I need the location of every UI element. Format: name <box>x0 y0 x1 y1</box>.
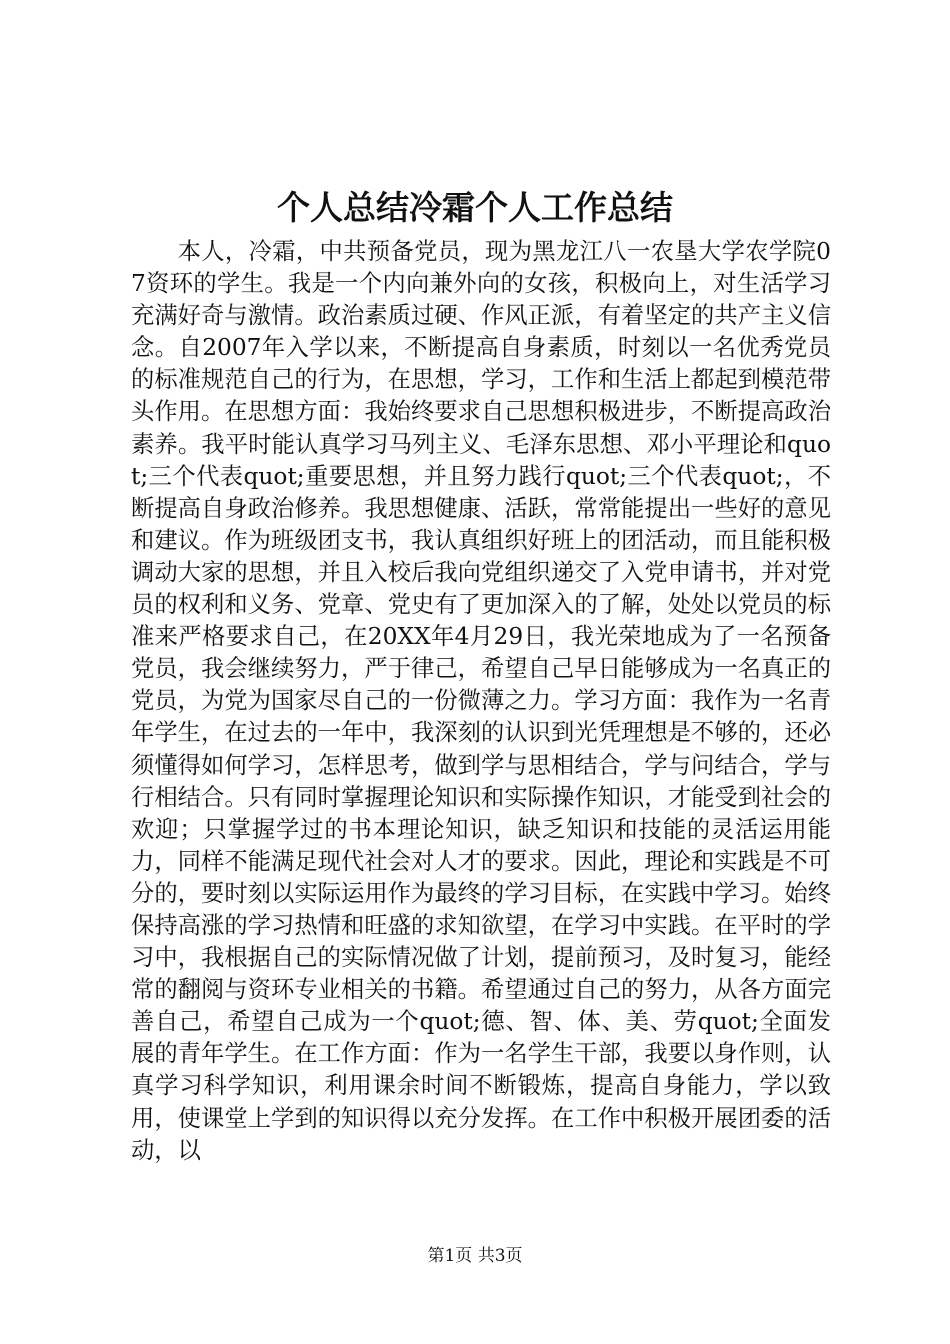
document-body-paragraph: 本人，冷霜，中共预备党员，现为黑龙江八一农垦大学农学院07资环的学生。我是一个内向兼外向的女孩，积极向上，对生活学习充满好奇与激情。政治素质过硬、作风正派，有着坚定的共产主义信念。自2007年入学以来，不断提高自身素质，时刻以一名优秀党员的标准规范自己的行为，在思想，学习，工作和生活上都起到模范带头作用。在思想方面：我始终要求自己思想积极进步，不断提高政治素养。我平时能认真学习马列主义、毛泽东思想、邓小平理论和quot;三个代表quot;重要思想，并且努力践行quot;三个代表quot;，不断提高自身政治修养。我思想健康、活跃，常常能提出一些好的意见和建议。作为班级团支书，我认真组织好班上的团活动，而且能积极调动大家的思想，并且入校后我向党组织递交了入党申请书，并对党员的权利和义务、党章、党史有了更加深入的了解，处处以党员的标准来严格要求自己，在20XX年4月29日，我光荣地成为了一名预备党员，我会继续努力，严于律己，希望自己早日能够成为一名真正的党员，为党为国家尽自己的一份微薄之力。学习方面：我作为一名青年学生，在过去的一年中，我深刻的认识到光凭理想是不够的，还必须懂得如何学习，怎样思考，做到学与思相结合，学与问结合，学与行相结合。只有同时掌握理论知识和实际操作知识，才能受到社会的欢迎；只掌握学过的书本理论知识，缺乏知识和技能的灵活运用能力，同样不能满足现代社会对人才的要求。因此，理论和实践是不可分的，要时刻以实际运用作为最终的学习目标，在实践中学习。始终保持高涨的学习热情和旺盛的求知欲望，在学习中实践。在平时的学习中，我根据自己的实际情况做了计划，提前预习，及时复习，能经常的翻阅与资环专业相关的书籍。希望通过自己的努力，从各方面完善自己，希望自己成为一个quot;德、智、体、美、劳quot;全面发展的青年学生。在工作方面：作为一名学生干部，我要以身作则，认真学习科学知识，利用课余时间不断锻炼，提高自身能力，学以致用，使课堂上学到的知识得以充分发挥。在工作中积极开展团委的活动，以 <box>131 238 831 1164</box>
page-number-footer: 第1页 共3页 <box>427 1246 523 1266</box>
document-title: 个人总结冷霜个人工作总结 <box>277 188 673 227</box>
